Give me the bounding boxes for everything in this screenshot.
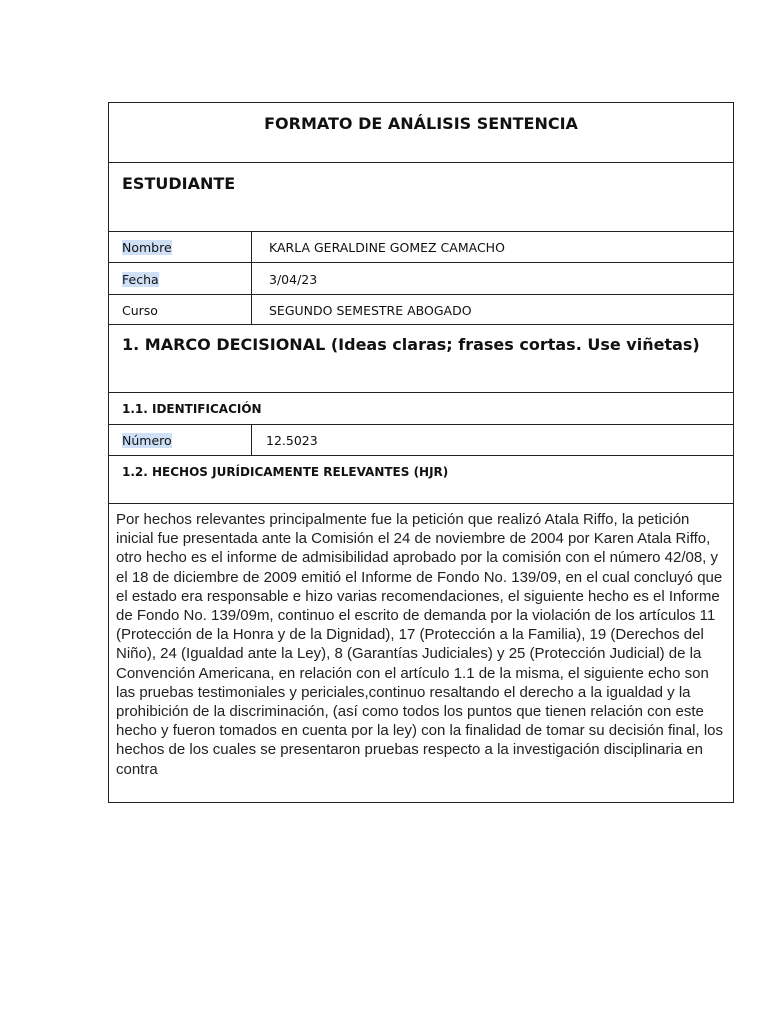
student-section-heading: ESTUDIANTE <box>122 174 236 193</box>
field-value-cell <box>252 263 733 294</box>
field-label-nombre: Nombre <box>122 240 172 255</box>
hjr-row <box>109 456 733 504</box>
analysis-form <box>108 102 734 803</box>
form-title-row <box>109 103 733 163</box>
form-title: FORMATO DE ANÁLISIS SENTENCIA <box>264 114 578 133</box>
field-label-cell <box>109 232 252 262</box>
field-label-cell <box>109 263 252 294</box>
field-value-curso: SEGUNDO SEMESTRE ABOGADO <box>269 303 472 318</box>
field-value-nombre: KARLA GERALDINE GOMEZ CAMACHO <box>269 240 505 255</box>
student-section-row <box>109 163 733 232</box>
identificacion-heading: 1.1. IDENTIFICACIÓN <box>122 402 262 416</box>
field-value-fecha: 3/04/23 <box>269 272 318 287</box>
hjr-paragraph: Por hechos relevantes principalmente fue la petición que realizó Atala Riffo, la petición inicial fue presentada ante la Comisión el 24 de noviembre de 2004 por Karen Atala Riffo, otro hecho es el informe de admisibilidad aprobado por la comisión con el número 42/08, y el 18 de diciembre de 2009 emitió el Informe de Fondo No. 139/09, en el cual concluyó que el estado era responsable e hizo varias recomendaciones, el siguiente hecho es el Informe de Fondo No. 139/09m, continuo el escrito de demanda por la violación de los artículos 11 (Protección de la Honra y de la Dignidad), 17 (Protección a la Familia), 19 (Derechos del Niño), 24 (Igualdad ante la Ley), 8 (Garantías Judiciales) y 25 (Protección Judicial) de la Convención Americana, en relación con el artículo 1.1 de la misma, el siguiente echo son las pruebas testimoniales y periciales,continuo resaltando el derecho a la igualdad y la prohibición de la discriminación, (así como todos los puntos que tienen relación con este hecho y fueron tomados en cuenta por la ley) con la finalidad de tomar su decisión final, los hechos de los cuales se presentaron pruebas respecto a la investigación disciplinaria en contra <box>116 511 724 778</box>
field-label-fecha: Fecha <box>122 272 159 287</box>
hjr-heading: 1.2. HECHOS JURÍDICAMENTE RELEVANTES (HJR) <box>122 465 449 479</box>
field-row-nombre <box>109 232 733 263</box>
field-value-cell <box>252 232 733 262</box>
field-value-cell <box>252 295 733 324</box>
identificacion-row <box>109 393 733 425</box>
field-value-numero: 12.5023 <box>266 433 318 448</box>
field-row-numero <box>109 425 733 456</box>
field-row-fecha <box>109 263 733 295</box>
hjr-text-row <box>109 504 733 802</box>
field-label-curso: Curso <box>122 303 158 318</box>
field-label-cell <box>109 425 252 455</box>
section1-row <box>109 325 733 393</box>
section1-heading: 1. MARCO DECISIONAL (Ideas claras; frases cortas. Use viñetas) <box>122 335 700 354</box>
field-row-curso <box>109 295 733 325</box>
field-value-cell <box>252 425 733 455</box>
field-label-cell <box>109 295 252 324</box>
field-label-numero: Número <box>122 433 172 448</box>
